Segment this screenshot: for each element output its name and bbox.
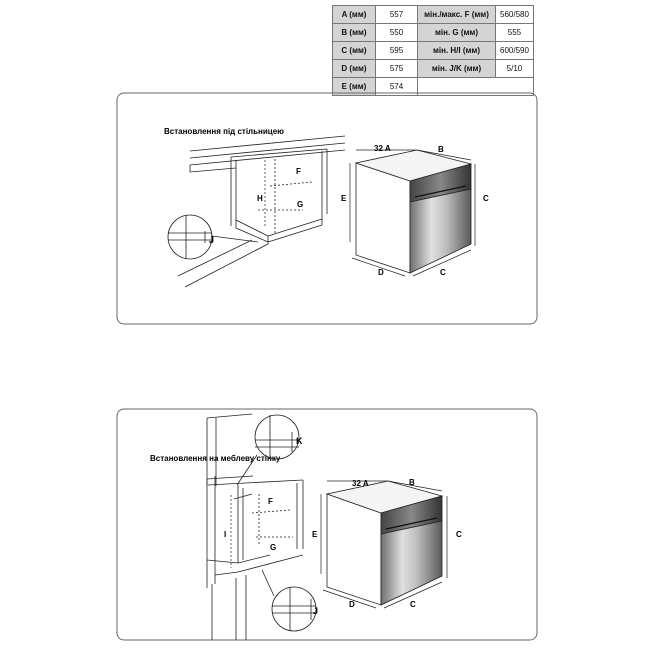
- label-e: E: [341, 194, 347, 203]
- spec-label: A (мм): [333, 6, 376, 24]
- spec-label: мін./макс. F (мм): [418, 6, 496, 24]
- floor: [178, 240, 268, 287]
- label-f: F: [296, 167, 301, 176]
- cabinet-niche: [231, 149, 327, 244]
- panel-title: Встановлення на меблеву стінку: [150, 454, 281, 463]
- panel-title: Встановлення під стільницею: [164, 127, 284, 136]
- label-e: E: [312, 530, 318, 539]
- label-b: B: [409, 478, 415, 487]
- label-d: D: [349, 600, 355, 609]
- spec-label: D (мм): [333, 60, 376, 78]
- spec-value: 557: [376, 6, 418, 24]
- spec-value: 574: [376, 78, 418, 96]
- label-g: G: [297, 200, 304, 209]
- spec-label: мін. H/I (мм): [418, 42, 496, 60]
- detail-circle-j: [262, 570, 319, 631]
- spec-value: 550: [376, 24, 418, 42]
- spec-value: 560/580: [496, 6, 534, 24]
- label-c: C: [456, 530, 462, 539]
- label-b: B: [438, 145, 444, 154]
- spec-label: мін. G (мм): [418, 24, 496, 42]
- spec-label: B (мм): [333, 24, 376, 42]
- label-k: K: [296, 436, 303, 446]
- spec-value: 555: [496, 24, 534, 42]
- panel-tall-unit: [117, 409, 537, 640]
- label-f: F: [268, 497, 273, 506]
- spec-value: 5/10: [496, 60, 534, 78]
- spec-label: C (мм): [333, 42, 376, 60]
- label-j: J: [209, 235, 215, 245]
- oven-top: [356, 150, 471, 273]
- spec-value: 595: [376, 42, 418, 60]
- label-d: D: [378, 268, 384, 277]
- spec-value: 600/590: [496, 42, 534, 60]
- label-c: C: [410, 600, 416, 609]
- detail-circle-k: [237, 415, 299, 485]
- spec-label: E (мм): [333, 78, 376, 96]
- label-a: 32 A: [374, 144, 391, 153]
- label-g: G: [270, 543, 277, 552]
- spec-label: мін. J/K (мм): [418, 60, 496, 78]
- oven-bottom: [327, 481, 442, 605]
- spec-value: 575: [376, 60, 418, 78]
- label-a: 32 A: [352, 479, 369, 488]
- panel-under-counter: [117, 93, 537, 324]
- label-c: C: [483, 194, 489, 203]
- label-c: C: [440, 268, 446, 277]
- label-i: I: [224, 530, 227, 539]
- label-h: H: [257, 194, 263, 203]
- label-j: J: [313, 606, 319, 616]
